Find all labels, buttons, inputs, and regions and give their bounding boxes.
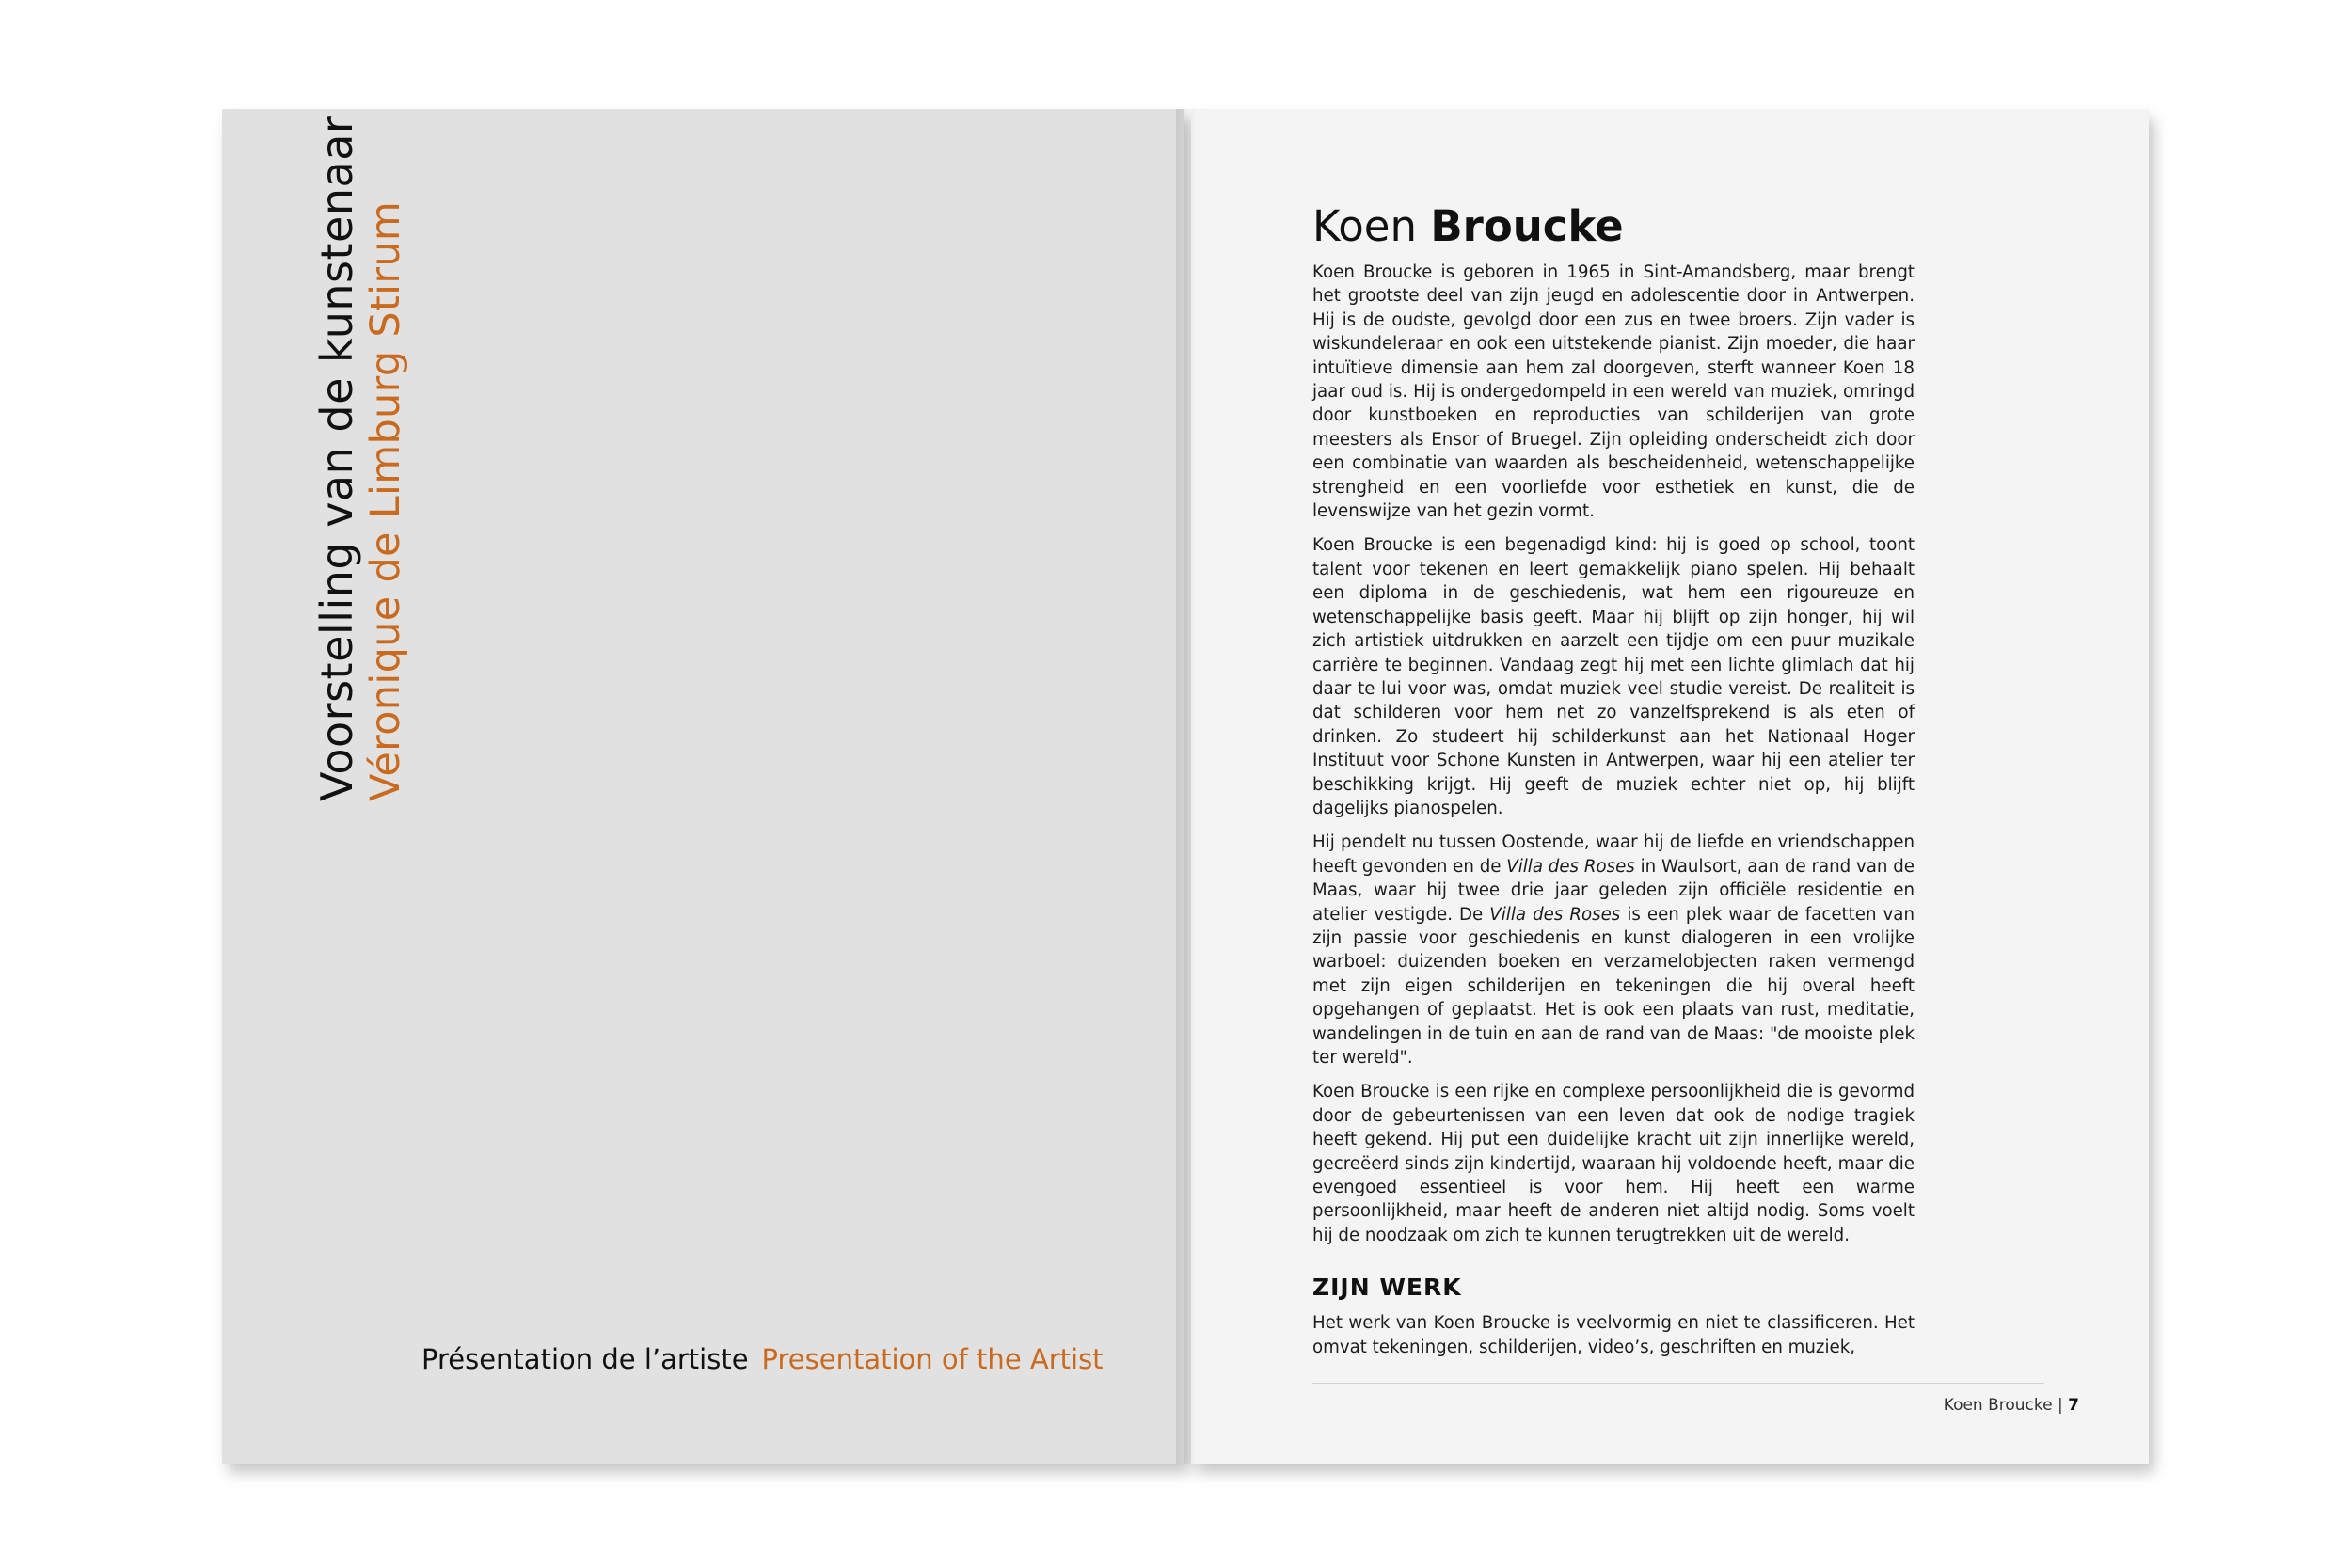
villa-title-1: Villa des Roses [1506, 856, 1635, 877]
footer-separator: | [2058, 1396, 2063, 1415]
title-french: Présentation de l’artiste [421, 1343, 749, 1375]
vertical-author: Véronique de Limburg Stirum [362, 200, 409, 801]
footer-rule [1312, 1383, 2044, 1384]
paragraph-3-text-b: in Waulsort, aan de rand van de Maas, waar hij twee drie jaar geleden zijn officiële residentie en atelier vestigde. De [1312, 856, 1915, 925]
paragraph-1: Koen Broucke is geboren in 1965 in Sint-Amandsberg, maar brengt het grootste deel van zijn jeugd en adolescentie door in Antwerpen. Hij is de oudste, gevolgd door een zus en twee broers. Zijn vader is wiskundeleraar en ook een uitstekende pianist. Zijn moeder, die haar intuïtieve dimensie aan hem zal doorgeven, sterft wanneer Koen 18 jaar oud is. Hij is ondergedompeld in een wereld van muziek, omringd door kunstboeken en reproducties van schilderijen van grote meesters als Ensor of Bruegel. Zijn opleiding onderscheidt zich door een combinatie van waarden als bescheidenheid, wetenschappelijke strengheid en een voorliefde voor esthetiek en kunst, die de levenswijze van het gezin vormt. [1312, 262, 1915, 522]
section-heading: ZIJN WERK [1312, 1274, 1462, 1302]
footer-name: Koen Broucke [1943, 1396, 2053, 1415]
paragraph-3 [1312, 831, 1915, 1069]
gutter-shadow [1176, 109, 1197, 1464]
article [1312, 202, 1915, 1370]
paragraph-4: Koen Broucke is een rijke en complexe persoonlijkheid die is gevormd door de gebeurtenissen van een leven dat ook de nodige tragiek heeft gekend. Hij put een duidelijke kracht uit zijn innerlijke wereld, gecreëerd sinds zijn kindertijd, waaraan hij voldoende heeft, maar die evengoed essentieel is voor hem. Hij heeft een warme persoonlijkheid, maar heeft de anderen niet altijd nodig. Soms voelt hij de noodzaak om zich te kunnen terugtrekken uit de wereld. [1312, 1082, 1915, 1245]
vertical-title: Voorstelling van de kunstenaar [311, 115, 362, 801]
heading-last-name: Broucke [1430, 201, 1624, 251]
bottom-titles [421, 1343, 1104, 1375]
paragraph-3-text-c: is een plek waar de facetten van zijn passie voor geschiedenis en kunst dialogeren in een vrolijke warboel: duizenden boeken en verzamelobjecten raken vermengd met zijn eigen schilderijen en tekeningen die hij overal heeft opgehangen of geplaatst. Het is ook een plaats van rust, meditatie, wandelingen in de tuin en aan de rand van de Maas: "de mooiste plek ter wereld". [1312, 904, 1915, 1068]
paragraph-2: Koen Broucke is een begenadigd kind: hij is goed op school, toont talent voor tekenen en leert gemakkelijk piano spelen. Hij behaalt een diploma in de geschiedenis, wat hem een rigoureuze en wetenschappelijke basis geeft. Maar hij blijft op zijn honger, hij wil zich artistiek uitdrukken en aarzelt een tijdje om een puur muzikale carrière te beginnen. Vandaag zegt hij met een lichte glimlach dat hij daar te lui voor was, omdat muziek veel studie vereist. De realiteit is dat schilderen voor hem net zo vanzelfsprekend is als eten of drinken. Zo studeert hij schilderkunst aan het Nationaal Hoger Instituut voor Schone Kunsten in Antwerpen, waar hij een atelier ter beschikking krijgt. Hij geeft de muziek echter niet op, hij blijft dagelijks pianospelen. [1312, 535, 1915, 818]
paragraph-3-text-a: Hij pendelt nu tussen Oostende, waar hij de liefde en vriendschappen heeft gevonden en de [1312, 832, 1915, 877]
page-footer [1944, 1396, 2079, 1415]
article-heading [1312, 202, 1915, 251]
title-english: Presentation of the Artist [761, 1343, 1104, 1375]
heading-first-name: Koen [1312, 201, 1418, 251]
page-number: 7 [2068, 1396, 2079, 1415]
villa-title-2: Villa des Roses [1489, 904, 1621, 925]
paragraph-5: Het werk van Koen Broucke is veelvormig en niet te classificeren. Het omvat tekeningen, schilderijen, video’s, geschriften en muziek, [1312, 1313, 1915, 1357]
